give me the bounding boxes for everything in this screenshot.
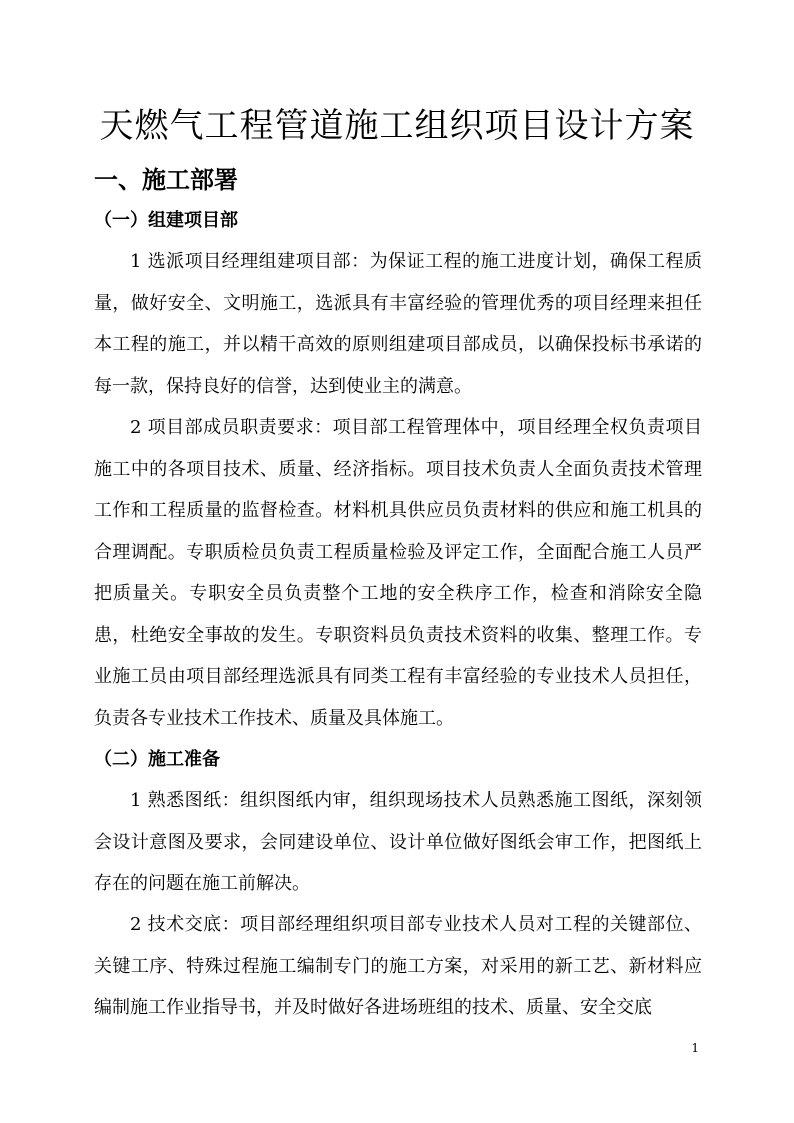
paragraph-familiarize-drawings: 1 熟悉图纸：组织图纸内审，组织现场技术人员熟悉施工图纸，深刻领会设计意图及要求，会同建设单位、设计单位做好图纸会审工作，把图纸上存在的问题在施工前解决。	[94, 790, 702, 894]
subsection-heading-construction-preparation: （二）施工准备	[94, 749, 220, 770]
paragraph-select-project-manager: 1 选派项目经理组建项目部：为保证工程的施工进度计划，确保工程质量，做好安全、文明施工，选派具有丰富经验的管理优秀的项目经理来担任本工程的施工，并以精干高效的原则组建项目部成员，以确保投标书承诺的每一款，保持良好的信誉，达到使业主的满意。	[94, 251, 702, 397]
paragraph-team-responsibilities: 2 项目部成员职责要求：项目部工程管理体中，项目经理全权负责项目施工中的各项目技术、质量、经济指标。项目技术负责人全面负责技术管理工作和工程质量的监督检查。材料机具供应员负责材料的供应和施工机具的合理调配。专职质检员负责工程质量检验及评定工作，全面配合施工人员严把质量关。专职安全员负责整个工地的安全秩序工作，检查和消除安全隐患，杜绝安全事故的发生。专职资料员负责技术资料的收集、整理工作。专业施工员由项目部经理选派具有同类工程有丰富经验的专业技术人员担任，负责各专业技术工作技术、质量及具体施工。	[94, 417, 702, 729]
section-heading-construction-deployment: 一、施工部署	[94, 165, 238, 194]
paragraph-technical-briefing: 2 技术交底：项目部经理组织项目部专业技术人员对工程的关键部位、关键工序、特殊过程施工编制专门的施工方案，对采用的新工艺、新材料应编制施工作业指导书，并及时做好各进场班组的技术、质量、安全交底	[94, 914, 702, 1018]
page-number: 1	[691, 1041, 699, 1055]
document-title: 天燃气工程管道施工组织项目设计方案	[99, 106, 695, 146]
subsection-heading-project-team: （一）组建项目部	[94, 210, 238, 231]
